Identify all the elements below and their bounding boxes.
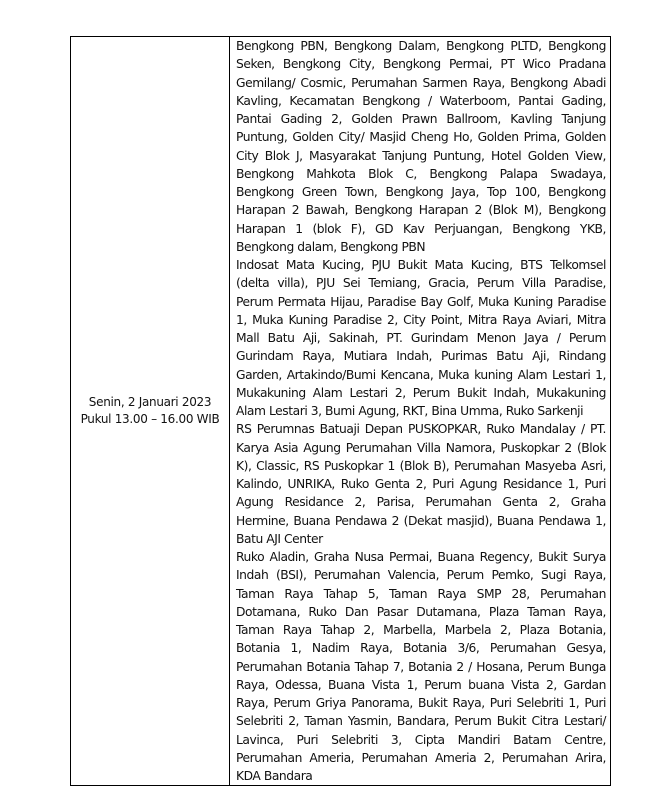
schedule-time-range: Pukul 13.00 – 16.00 WIB	[80, 412, 220, 427]
outage-schedule-table	[70, 36, 611, 786]
schedule-time-cell	[71, 37, 230, 786]
schedule-date: Senin, 2 Januari 2023	[88, 395, 212, 410]
area-block-mata-kucing: Indosat Mata Kucing, PJU Bukit Mata Kucing, BTS Telkomsel (delta villa), PJU Sei Temiang, Gracia, Perum Villa Paradise, Perum Permata Hijau, Paradise Bay Golf, Muka Kuning Paradise 1, Muka Kuning Paradise 2, City Point, Mitra Raya Aviari, Mitra Mall Batu Aji, Sakinah, PT. Gurindam Menon Jaya / Perum Gurindam Raya, Mutiara Indah, Purimas Batu Aji, Rindang Garden, Artakindo/Bumi Kencana, Muka kuning Alam Lestari 1, Mukakuning Alam Lestari 2, Perum Bukit Indah, Mukakuning Alam Lestari 3, Bumi Agung, RKT, Bina Umma, Ruko Sarkenji	[236, 258, 606, 418]
area-block-bengkong: Bengkong PBN, Bengkong Dalam, Bengkong PLTD, Bengkong Seken, Bengkong City, Bengkong Permai, PT Wico Pradana Gemilang/ Cosmic, Perumahan Sarmen Raya, Bengkong Abadi Kavling, Kecamatan Bengkong / Waterboom, Pantai Gading, Pantai Gading 2, Golden Prawn Ballroom, Kavling Tanjung Puntung, Golden City/ Masjid Cheng Ho, Golden Prima, Golden City Blok J, Masyarakat Tanjung Puntung, Hotel Golden View, Bengkong Mahkota Blok C, Bengkong Palapa Swadaya, Bengkong Green Town, Bengkong Jaya, Top 100, Bengkong Harapan 2 Bawah, Bengkong Harapan 2 (Blok M), Bengkong Harapan 1 (blok F), GD Kav Perjuangan, Bengkong YKB, Bengkong dalam, Bengkong PBN	[236, 39, 606, 254]
table-row	[71, 37, 611, 786]
affected-areas-cell	[230, 37, 611, 786]
area-block-batuaji: RS Perumnas Batuaji Depan PUSKOPKAR, Ruko Mandalay / PT. Karya Asia Agung Perumahan Villa Namora, Puskopkar 2 (Blok K), Classic, RS Puskopkar 1 (Blok B), Perumahan Masyeba Asri, Kalindo, UNRIKA, Ruko Genta 2, Puri Agung Residance 1, Puri Agung Residance 2, Parisa, Perumahan Genta 2, Graha Hermine, Buana Pendawa 2 (Dekat masjid), Buana Pendawa 1, Batu AJI Center	[236, 422, 606, 546]
area-block-botania: Ruko Aladin, Graha Nusa Permai, Buana Regency, Bukit Surya Indah (BSI), Perumahan Valencia, Perum Pemko, Sugi Raya, Taman Raya Tahap 5, Taman Raya SMP 28, Perumahan Dotamana, Ruko Dan Pasar Dutamana, Plaza Taman Raya, Taman Raya Tahap 2, Marbella, Marbela 2, Plaza Botania, Botania 1, Nadim Raya, Botania 3/6, Perumahan Gesya, Perumahan Botania Tahap 7, Botania 2 / Hosana, Perum Bunga Raya, Odessa, Buana Vista 1, Perum buana Vista 2, Gardan Raya, Perum Griya Panorama, Bukit Raya, Puri Selebriti 1, Puri Selebriti 2, Taman Yasmin, Bandara, Perum Bukit Citra Lestari/ Lavinca, Puri Selebriti 3, Cipta Mandiri Batam Centre, Perumahan Ameria, Perumahan Ameria 2, Perumahan Arira, KDA Bandara	[236, 550, 606, 783]
